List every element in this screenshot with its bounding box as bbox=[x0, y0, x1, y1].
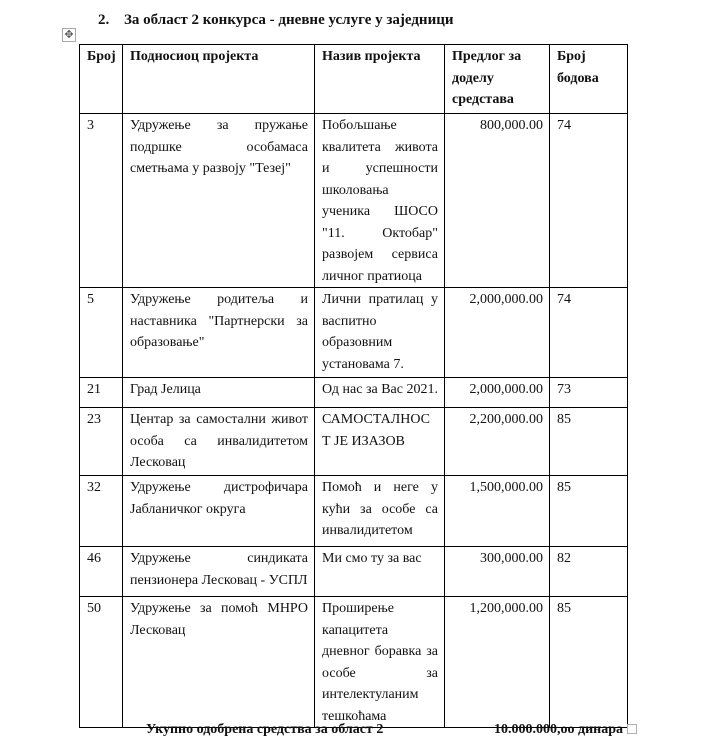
cell-amount: 300,000.00 bbox=[444, 547, 549, 597]
cell-project: Од нас за Вас 2021. bbox=[315, 378, 445, 408]
header-number: Број bbox=[80, 45, 123, 114]
cell-amount: 2,200,000.00 bbox=[444, 408, 549, 476]
table-row bbox=[80, 408, 628, 476]
table-row bbox=[80, 288, 628, 378]
cell-points: 73 bbox=[549, 378, 627, 408]
cell-amount: 2,000,000.00 bbox=[444, 378, 549, 408]
cell-number: 3 bbox=[80, 114, 123, 288]
header-project: Назив пројекта bbox=[315, 45, 445, 114]
cell-project: Побољшање квалитета живота и успешности школовања ученика ШОСО "11. Октобар" развојем сервиса личног пратиоца bbox=[315, 114, 445, 288]
cell-applicant: Центар за самостални живот особа са инвалидитетом Лесковац bbox=[123, 408, 315, 476]
cell-applicant: Удружење за помоћ МНРО Лесковац bbox=[123, 597, 315, 728]
table-row bbox=[80, 597, 628, 728]
cell-number: 46 bbox=[80, 547, 123, 597]
cell-points: 82 bbox=[549, 547, 627, 597]
cell-points: 74 bbox=[549, 114, 627, 288]
table-header-row bbox=[80, 45, 628, 114]
cell-project: САМОСТАЛНОСТ ЈЕ ИЗАЗОВ bbox=[315, 408, 445, 476]
cell-applicant: Удружење за пружање подршке особамаса сметњама у развоју "Тезеј" bbox=[123, 114, 315, 288]
section-heading bbox=[98, 12, 454, 29]
cell-points: 74 bbox=[549, 288, 627, 378]
cell-applicant: Град Јелица bbox=[123, 378, 315, 408]
cell-number: 23 bbox=[80, 408, 123, 476]
move-arrows-icon[interactable]: ✥ bbox=[62, 28, 76, 42]
section-number: 2. bbox=[98, 12, 110, 28]
cell-points: 85 bbox=[549, 408, 627, 476]
header-applicant: Подносиоц пројекта bbox=[123, 45, 315, 114]
total-value: 10.000.000,оо динара bbox=[494, 722, 624, 737]
header-points: Број бодова bbox=[549, 45, 627, 114]
cell-applicant: Удружење дистрофичара Јабланичког округа bbox=[123, 476, 315, 547]
cell-project: Лични пратилац у васпитно образовним установама 7. bbox=[315, 288, 445, 378]
end-of-row-marker-icon bbox=[627, 724, 637, 734]
table-row bbox=[80, 114, 628, 288]
cell-amount: 2,000,000.00 bbox=[444, 288, 549, 378]
cell-points: 85 bbox=[549, 597, 627, 728]
cell-project: Проширење капацитета дневног боравка за особе за интелектуланим тешкоћама bbox=[315, 597, 445, 728]
cell-points: 85 bbox=[549, 476, 627, 547]
cell-amount: 1,500,000.00 bbox=[444, 476, 549, 547]
cell-applicant: Удружење синдиката пензионера Лесковац - УСПЛ bbox=[123, 547, 315, 597]
section-title: За област 2 конкурса - дневне услуге у заједници bbox=[124, 12, 454, 28]
table-row bbox=[80, 378, 628, 408]
header-amount: Предлог за доделу средстава bbox=[444, 45, 549, 114]
cell-number: 32 bbox=[80, 476, 123, 547]
cell-project: Ми смо ту за вас bbox=[315, 547, 445, 597]
cell-applicant: Удружење родитеља и наставника "Партнерски за образовање" bbox=[123, 288, 315, 378]
cell-amount: 800,000.00 bbox=[444, 114, 549, 288]
cell-amount: 1,200,000.00 bbox=[444, 597, 549, 728]
cell-number: 5 bbox=[80, 288, 123, 378]
grants-table bbox=[79, 44, 628, 728]
cell-number: 21 bbox=[80, 378, 123, 408]
table-row bbox=[80, 476, 628, 547]
total-label: Укупно одобрена средства за област 2 bbox=[146, 722, 384, 737]
cell-project: Помоћ и неге у кући за особе са инвалидитетом bbox=[315, 476, 445, 547]
table-row bbox=[80, 547, 628, 597]
cell-number: 50 bbox=[80, 597, 123, 728]
